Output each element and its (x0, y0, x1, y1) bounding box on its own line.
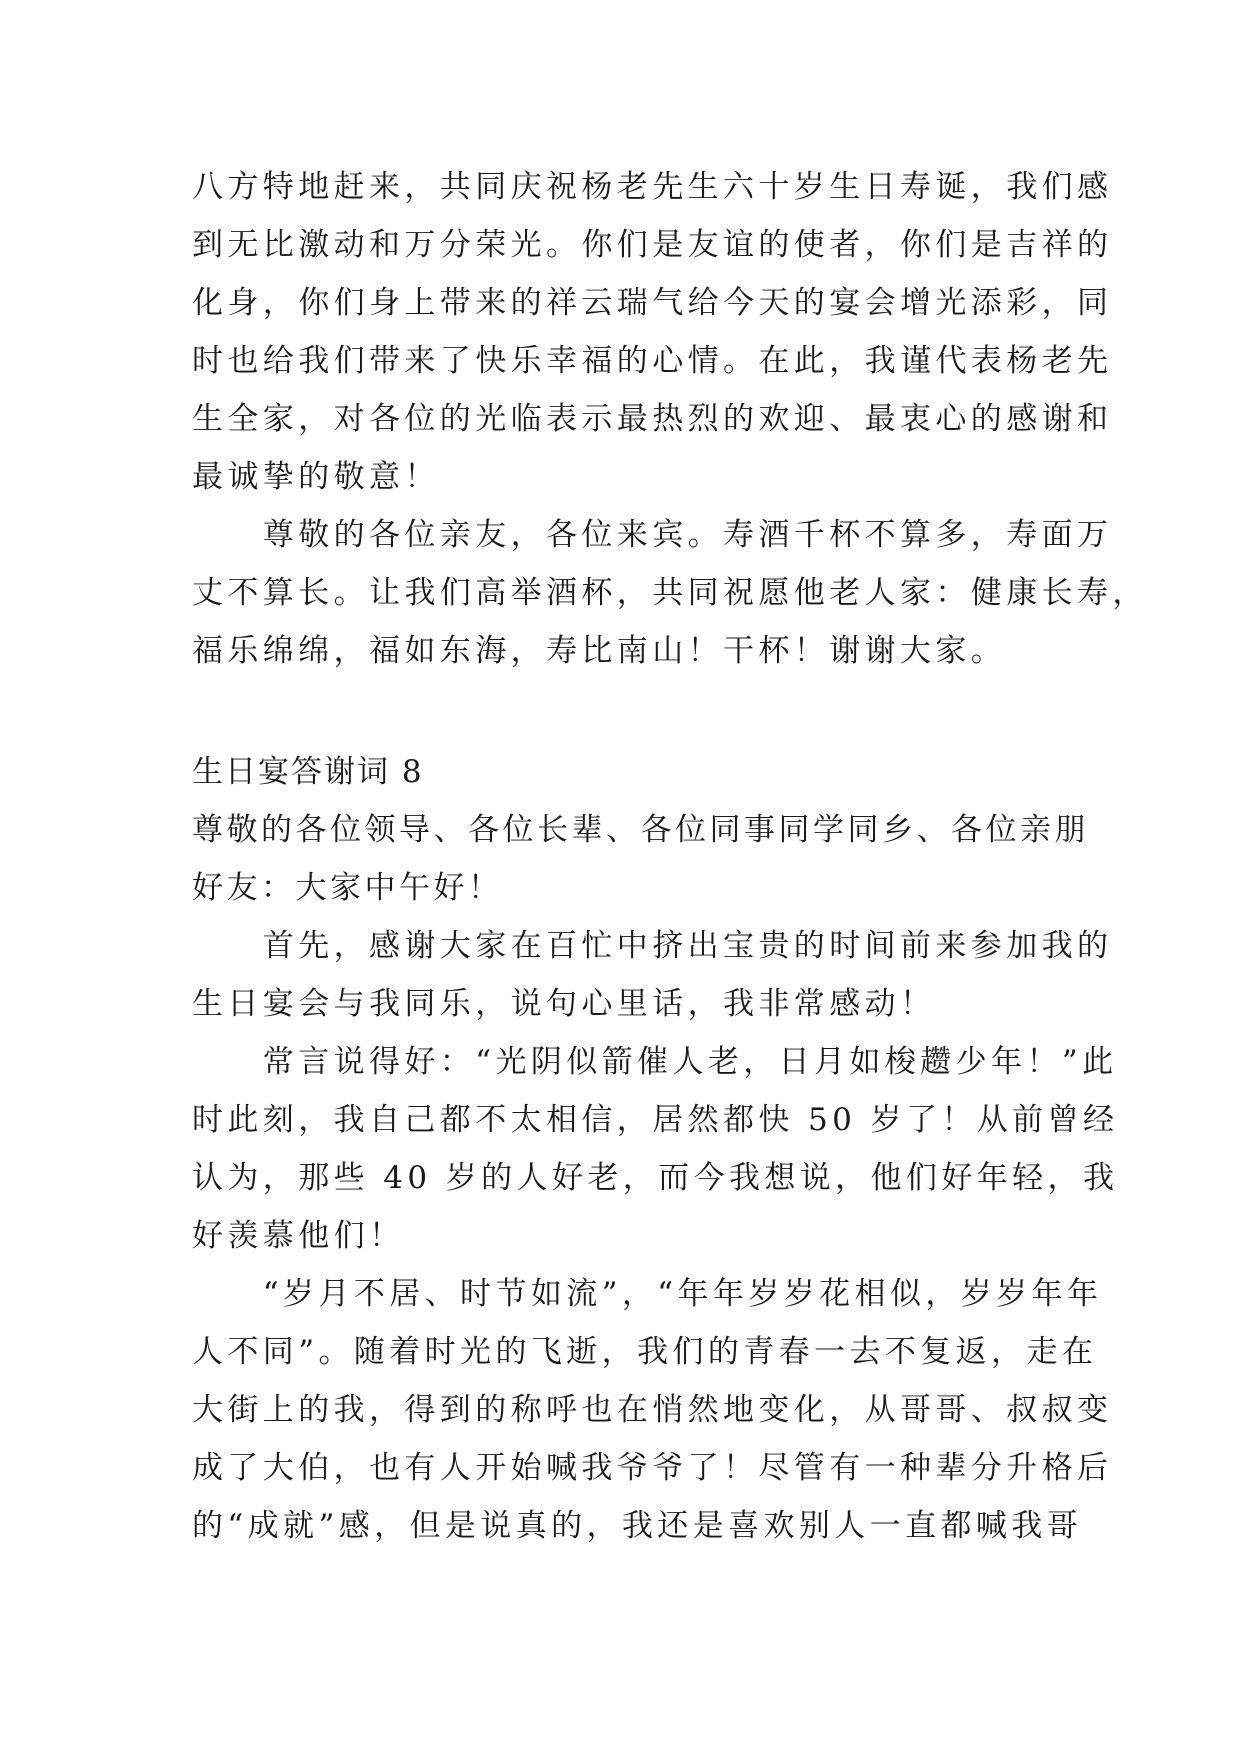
paragraph-line: 福乐绵绵，福如东海，寿比南山！干杯！谢谢大家。 (192, 633, 1007, 669)
paragraph-line: 的“成就”感，但是说真的，我还是喜欢别人一直都喊我哥 (192, 1508, 1083, 1544)
section-title: 生日宴答谢词 8 (192, 754, 424, 790)
paragraph-line: 最诚挚的敬意！ (192, 459, 440, 495)
greeting-line: 尊敬的各位领导、各位长辈、各位同事同学同乡、各位亲朋 (192, 812, 1089, 848)
paragraph-line: 八方特地赶来，共同庆祝杨老先生六十岁生日寿诞，我们感 (192, 169, 1113, 205)
paragraph-line: 生日宴会与我同乐，说句心里话，我非常感动！ (192, 986, 936, 1022)
paragraph-line: 到无比激动和万分荣光。你们是友谊的使者，你们是吉祥的 (192, 227, 1113, 263)
greeting-line: 好友：大家中午好！ (192, 870, 503, 906)
paragraph-line: 好羡慕他们！ (192, 1218, 405, 1254)
paragraph-line: 成了大伯，也有人开始喊我爷爷了！尽管有一种辈分升格后 (192, 1450, 1113, 1486)
paragraph-line: 时也给我们带来了快乐幸福的心情。在此，我谨代表杨老先 (192, 343, 1113, 379)
paragraph-line: 常言说得好：“光阴似箭催人老，日月如梭趱少年！”此 (192, 1044, 1118, 1080)
paragraph-line: “岁月不居、时节如流”，“年年岁岁花相似，岁岁年年 (192, 1276, 1103, 1312)
paragraph-line: 化身，你们身上带来的祥云瑞气给今天的宴会增光添彩，同 (192, 285, 1113, 321)
paragraph-line: 认为，那些 40 岁的人好老，而今我想说，他们好年轻，我 (192, 1160, 1119, 1196)
paragraph-line: 首先，感谢大家在百忙中挤出宝贵的时间前来参加我的 (192, 928, 1113, 964)
paragraph-line: 丈不算长。让我们高举酒杯，共同祝愿他老人家：健康长寿， (192, 575, 1148, 611)
paragraph-line: 时此刻，我自己都不太相信，居然都快 50 岁了！从前曾经 (192, 1102, 1119, 1138)
paragraph-line: 大街上的我，得到的称呼也在悄然地变化，从哥哥、叔叔变 (192, 1392, 1113, 1428)
paragraph-line: 人不同”。随着时光的飞逝，我们的青春一去不复返，走在 (192, 1334, 1098, 1370)
paragraph-line: 尊敬的各位亲友，各位来宾。寿酒千杯不算多，寿面万 (192, 517, 1113, 553)
paragraph-line: 生全家，对各位的光临表示最热烈的欢迎、最衷心的感谢和 (192, 401, 1113, 437)
